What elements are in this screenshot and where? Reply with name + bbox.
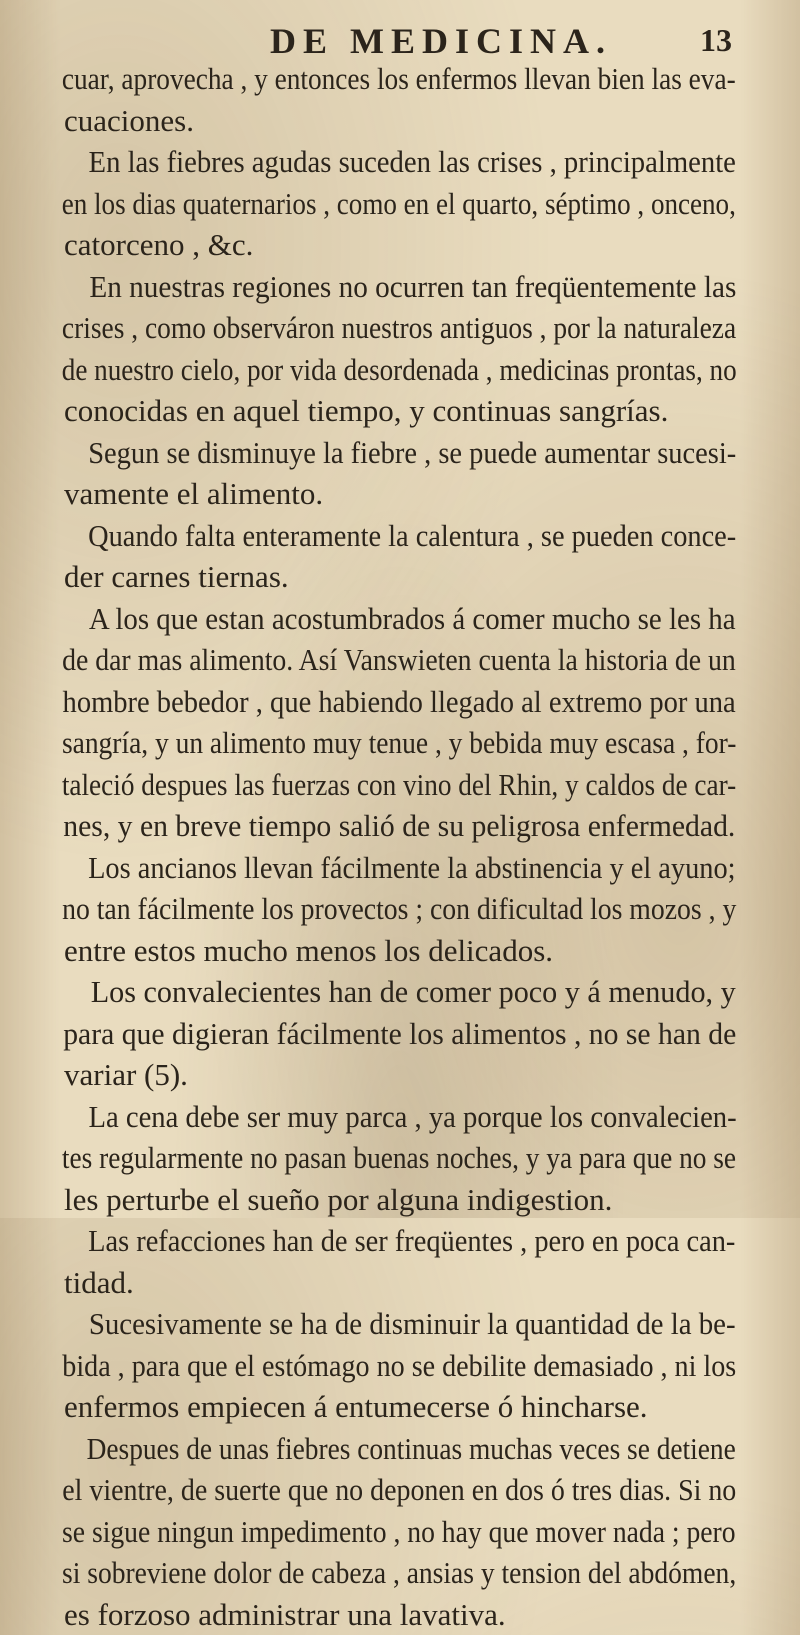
text-line: En nuestras regiones no ocurren tan freqüentemente las [46, 266, 697, 308]
text-line: para que digieran fácilmente los alimentos , no se han de [46, 1013, 706, 1055]
text-line: crises , como observáron nuestros antiguos , por la naturaleza [46, 307, 657, 349]
text-line: Quando falta enteramente la calentura , se pueden conce- [46, 515, 677, 557]
text-line: Sucesivamente se ha de disminuir la quantidad de la be- [46, 1303, 688, 1345]
text-line: taleció despues las fuerzas con vino del Rhin, y caldos de car- [46, 764, 653, 806]
text-line: de nuestro cielo, por vida desordenada , medicinas prontas, no [46, 349, 650, 391]
text-line: cuaciones. [46, 100, 736, 142]
page-number: 13 [700, 22, 732, 59]
text-line: se sigue ningun impedimento , no hay que mover nada ; pero [46, 1511, 661, 1553]
text-line: En las fiebres agudas suceden las crises , principalmente [46, 141, 684, 183]
running-title: DE MEDICINA. [270, 20, 612, 62]
text-line: es forzoso administrar una lavativa. [46, 1594, 736, 1635]
text-line: les perturbe el sueño por alguna indigestion. [46, 1179, 736, 1221]
page-header [40, 16, 760, 60]
text-line: der carnes tiernas. [46, 556, 736, 598]
body-text [46, 58, 736, 1635]
book-page [40, 0, 760, 1218]
text-line: La cena debe ser muy parca , ya porque los convalecien- [46, 1096, 684, 1138]
text-line: en los dias quaternarios , como en el quarto, séptimo , onceno, [46, 183, 648, 225]
text-line: Los ancianos llevan fácilmente la abstinencia y el ayuno; [46, 847, 677, 889]
text-line: enfermos empiecen á entumecerse ó hincharse. [46, 1386, 736, 1428]
text-line: hombre bebedor , que habiendo llegado al extremo por una [46, 681, 681, 723]
text-line: entre estos mucho menos los delicados. [46, 930, 736, 972]
text-line: tidad. [46, 1262, 736, 1304]
text-line: no tan fácilmente los provectos ; con dificultad los mozos , y [46, 888, 663, 930]
text-line: cuar, aprovecha , y entonces los enfermos llevan bien las eva- [46, 58, 654, 100]
text-line: catorceno , &c. [46, 224, 736, 266]
text-line: si sobreviene dolor de cabeza , ansias y tension del abdómen, [46, 1552, 659, 1594]
text-line: el vientre, de suerte que no deponen en dos ó tres dias. Si no [46, 1469, 668, 1511]
text-line: tes regularmente no pasan buenas noches, y ya para que no se [46, 1137, 655, 1179]
text-line: bida , para que el estómago no se debilite demasiado , ni los [46, 1345, 671, 1387]
text-line: conocidas en aquel tiempo, y continuas sangrías. [46, 390, 736, 432]
text-line: Los convalecientes han de comer poco y á menudo, y [46, 971, 717, 1013]
text-line: sangría, y un alimento muy tenue , y bebida muy escasa , for- [46, 722, 657, 764]
text-line: Segun se disminuye la fiebre , se puede aumentar sucesi- [46, 432, 679, 474]
text-line: Las refacciones han de ser freqüentes , pero en poca can- [46, 1220, 678, 1262]
text-line: variar (5). [46, 1054, 736, 1096]
text-line: de dar mas alimento. Así Vanswieten cuenta la historia de un [46, 639, 664, 681]
text-line: vamente el alimento. [46, 473, 736, 515]
text-line: A los que estan acostumbrados á comer mucho se les ha [46, 598, 689, 640]
text-line: Despues de unas fiebres continuas muchas veces se detiene [46, 1428, 655, 1470]
text-line: nes, y en breve tiempo salió de su peligrosa enfermedad. [46, 805, 707, 847]
